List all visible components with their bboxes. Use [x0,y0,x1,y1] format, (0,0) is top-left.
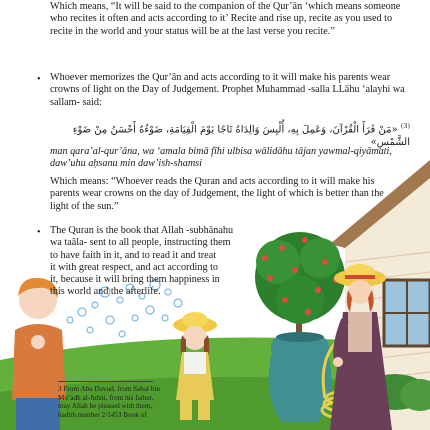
p3-line-5: it, because it will bring them happiness in [50,274,220,286]
arabic-hadith [50,120,410,149]
footnote-line-4: hadith number 2/1453 Book of [58,410,147,419]
footnote-line-3: may Allah be pleased with them, [58,402,153,411]
transliteration [50,146,410,171]
p1-line-3: recite in the world and your status will be at the last verse you recite.” [50,25,335,37]
p2-line-2: crowns of light on the Day of Judgement. Prophet Muhammad -salla LLāhu ‘alayhi wa [50,84,405,96]
p3-line-4: it with great respect, and act according to [50,261,219,273]
translit-line-1: man qara’al-qur’āna, wa ‘amala bimā fīhi ulbisa wālidāhu tājan yawmal-qiyāmati, [50,146,392,157]
p3-line-2: wa taâla- sent to all people, instructing them [50,237,231,249]
footnote-line-1: 3 From Abu Davud, from Sahal bin [58,385,161,393]
footnote-marker: (3) [400,122,410,130]
arabic-line-2: ضَوْءُهُ أَحْسَنُ مِنْ ضَوْءِ الشَّمْسِ» [72,124,410,148]
p3-line-3: to have faith in it, and to read it and treat [50,249,217,261]
hadith-meaning [50,176,410,213]
translit-line-2: daw’uhu aḥsanu min daw’ish-shamsi [50,158,202,170]
paragraph-2 [50,72,410,109]
meaning-line-1: Which means: “Whoever reads the Quran and acts according to it will make his [50,176,375,187]
p1-line-2: who recites it often and acts according to it’ Recite and rise up, recite as you used to [50,13,393,25]
bullet-2: • [37,74,41,85]
p3-line-6: this world and the afterlife. [50,286,161,298]
meaning-line-3: light of the sun.” [50,200,119,212]
p2-line-3: sallam- said: [50,96,102,108]
meaning-line-2: parents wear crowns on the day of Judgement, the light of which is better than the [50,188,384,200]
arabic-line-1: «مَنْ قَرَأَ الْقُرْآنَ، وَعَمِلَ بِهِ، أُلْبِسَ وَالِدَاهُ تَاجًا يَوْمَ الْقِيَامَةِ، [165,124,398,136]
footnote-line-2: Mu’adh al-Juhni, from his father, [58,393,154,402]
p2-line-1: Whoever memorizes the Qur’ān and acts according to it will make his parents wear [50,72,391,83]
bullet-3: • [37,227,41,238]
window [384,280,430,346]
p1-line-1: Which means, “It will be said to the companion of the Qur’ān ‘which means someone [50,1,401,12]
footnote-rule [58,381,153,382]
paragraph-3 [50,225,255,299]
footnote [58,385,188,419]
paragraph-1 [50,1,410,38]
p3-line-1: The Quran is the book that Allah -subhānahu [50,225,234,236]
